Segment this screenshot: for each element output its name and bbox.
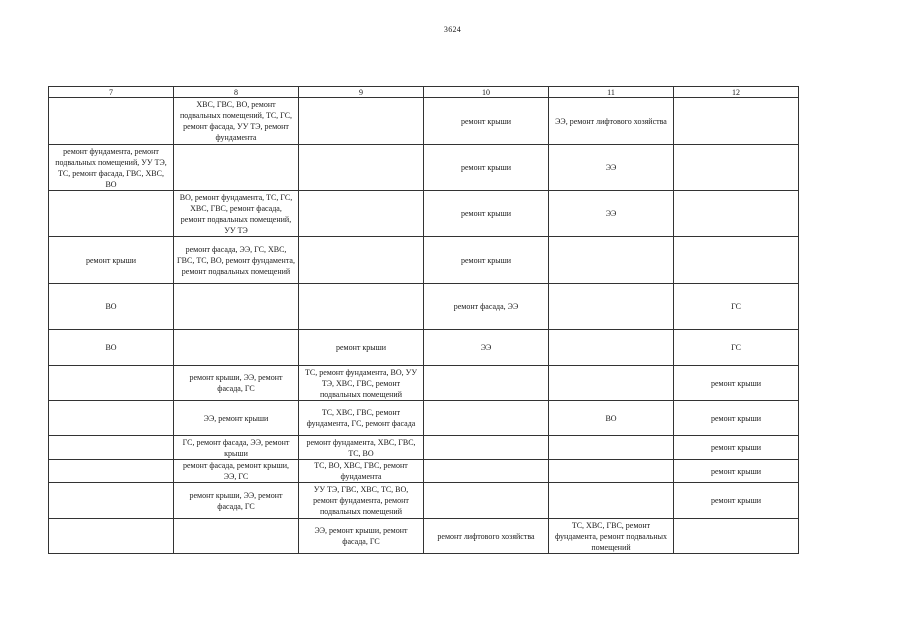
header-row <box>49 87 799 98</box>
table-cell: ВО <box>49 284 174 330</box>
table-row <box>49 237 799 284</box>
table-row <box>49 98 799 145</box>
column-header: 7 <box>49 87 174 98</box>
column-header: 12 <box>674 87 799 98</box>
table-cell: ремонт фасада, ЭЭ <box>424 284 549 330</box>
table-cell: ВО <box>549 401 674 436</box>
table-cell: ремонт крыши <box>674 366 799 401</box>
table-cell <box>49 483 174 519</box>
table-row <box>49 145 799 191</box>
table-cell <box>299 98 424 145</box>
table-cell: ЭЭ, ремонт крыши, ремонт фасада, ГС <box>299 519 424 554</box>
table-cell: ремонт крыши <box>424 98 549 145</box>
table-cell <box>299 237 424 284</box>
table-cell: ГС <box>674 284 799 330</box>
table-cell <box>674 191 799 237</box>
column-header: 11 <box>549 87 674 98</box>
table-cell <box>424 460 549 483</box>
table-cell: ремонт крыши <box>424 191 549 237</box>
table-cell <box>49 98 174 145</box>
table-cell <box>174 519 299 554</box>
table-cell <box>174 145 299 191</box>
table-cell: ТС, ХВС, ГВС, ремонт фундамента, ГС, ремонт фасада <box>299 401 424 436</box>
repair-schedule-table <box>48 86 799 554</box>
column-header: 10 <box>424 87 549 98</box>
table-cell <box>49 191 174 237</box>
table-cell <box>299 145 424 191</box>
table-cell <box>49 436 174 460</box>
table-cell <box>299 191 424 237</box>
table-cell <box>49 519 174 554</box>
table-cell <box>549 460 674 483</box>
table-cell: ЭЭ <box>549 145 674 191</box>
table-cell: ремонт крыши, ЭЭ, ремонт фасада, ГС <box>174 483 299 519</box>
table-cell <box>49 366 174 401</box>
table-cell <box>174 330 299 366</box>
table-row <box>49 330 799 366</box>
table-cell <box>674 98 799 145</box>
table-cell: ремонт фасада, ремонт крыши, ЭЭ, ГС <box>174 460 299 483</box>
table-cell: УУ ТЭ, ГВС, ХВС, ТС, ВО, ремонт фундамента, ремонт подвальных помещений <box>299 483 424 519</box>
table-row <box>49 191 799 237</box>
table-cell: ЭЭ, ремонт крыши <box>174 401 299 436</box>
table-cell <box>299 284 424 330</box>
table-cell: ЭЭ <box>424 330 549 366</box>
table-cell: ремонт крыши <box>424 145 549 191</box>
table-cell: ТС, ВО, ХВС, ГВС, ремонт фундамента <box>299 460 424 483</box>
table-cell <box>674 519 799 554</box>
table-cell: ремонт крыши <box>674 401 799 436</box>
table-row <box>49 519 799 554</box>
table-cell: ремонт фундамента, ХВС, ГВС, ТС, ВО <box>299 436 424 460</box>
table-cell <box>549 237 674 284</box>
table-cell <box>674 237 799 284</box>
table-cell <box>549 366 674 401</box>
table-cell: ремонт крыши <box>674 436 799 460</box>
table-cell: ВО, ремонт фундамента, ТС, ГС, ХВС, ГВС, ремонт фасада, ремонт подвальных помещений, УУ ТЭ <box>174 191 299 237</box>
table-cell: ХВС, ГВС, ВО, ремонт подвальных помещений, ТС, ГС, ремонт фасада, УУ ТЭ, ремонт фундамента <box>174 98 299 145</box>
table-cell: ремонт крыши <box>424 237 549 284</box>
table-cell: ремонт крыши, ЭЭ, ремонт фасада, ГС <box>174 366 299 401</box>
table-cell: ремонт фундамента, ремонт подвальных помещений, УУ ТЭ, ТС, ремонт фасада, ГВС, ХВС, ВО <box>49 145 174 191</box>
table-cell: ремонт фасада, ЭЭ, ГС, ХВС, ГВС, ТС, ВО, ремонт фундамента, ремонт подвальных помещений <box>174 237 299 284</box>
table-cell <box>424 483 549 519</box>
table-cell: ремонт крыши <box>49 237 174 284</box>
table-row <box>49 436 799 460</box>
table-cell: ремонт крыши <box>299 330 424 366</box>
table-cell: ремонт крыши <box>674 483 799 519</box>
page-number: 3624 <box>443 25 462 34</box>
table-cell: ремонт лифтового хозяйства <box>424 519 549 554</box>
table-cell <box>549 436 674 460</box>
table-cell: ТС, ХВС, ГВС, ремонт фундамента, ремонт подвальных помещений <box>549 519 674 554</box>
table-row <box>49 401 799 436</box>
table-cell <box>424 401 549 436</box>
table-cell <box>549 330 674 366</box>
table-row <box>49 483 799 519</box>
table-cell: ЭЭ, ремонт лифтового хозяйства <box>549 98 674 145</box>
table-cell <box>549 284 674 330</box>
table-cell: ЭЭ <box>549 191 674 237</box>
table-row <box>49 284 799 330</box>
table-cell: ГС, ремонт фасада, ЭЭ, ремонт крыши <box>174 436 299 460</box>
table-cell <box>49 401 174 436</box>
table-row <box>49 460 799 483</box>
table-cell <box>424 436 549 460</box>
column-header: 8 <box>174 87 299 98</box>
table-cell: ТС, ремонт фундамента, ВО, УУ ТЭ, ХВС, ГВС, ремонт подвальных помещений <box>299 366 424 401</box>
table-cell: ремонт крыши <box>674 460 799 483</box>
table-cell <box>49 460 174 483</box>
table-row <box>49 366 799 401</box>
table-cell <box>549 483 674 519</box>
table-cell: ВО <box>49 330 174 366</box>
column-header: 9 <box>299 87 424 98</box>
table-cell <box>174 284 299 330</box>
table-cell: ГС <box>674 330 799 366</box>
table-cell <box>674 145 799 191</box>
table-cell <box>424 366 549 401</box>
